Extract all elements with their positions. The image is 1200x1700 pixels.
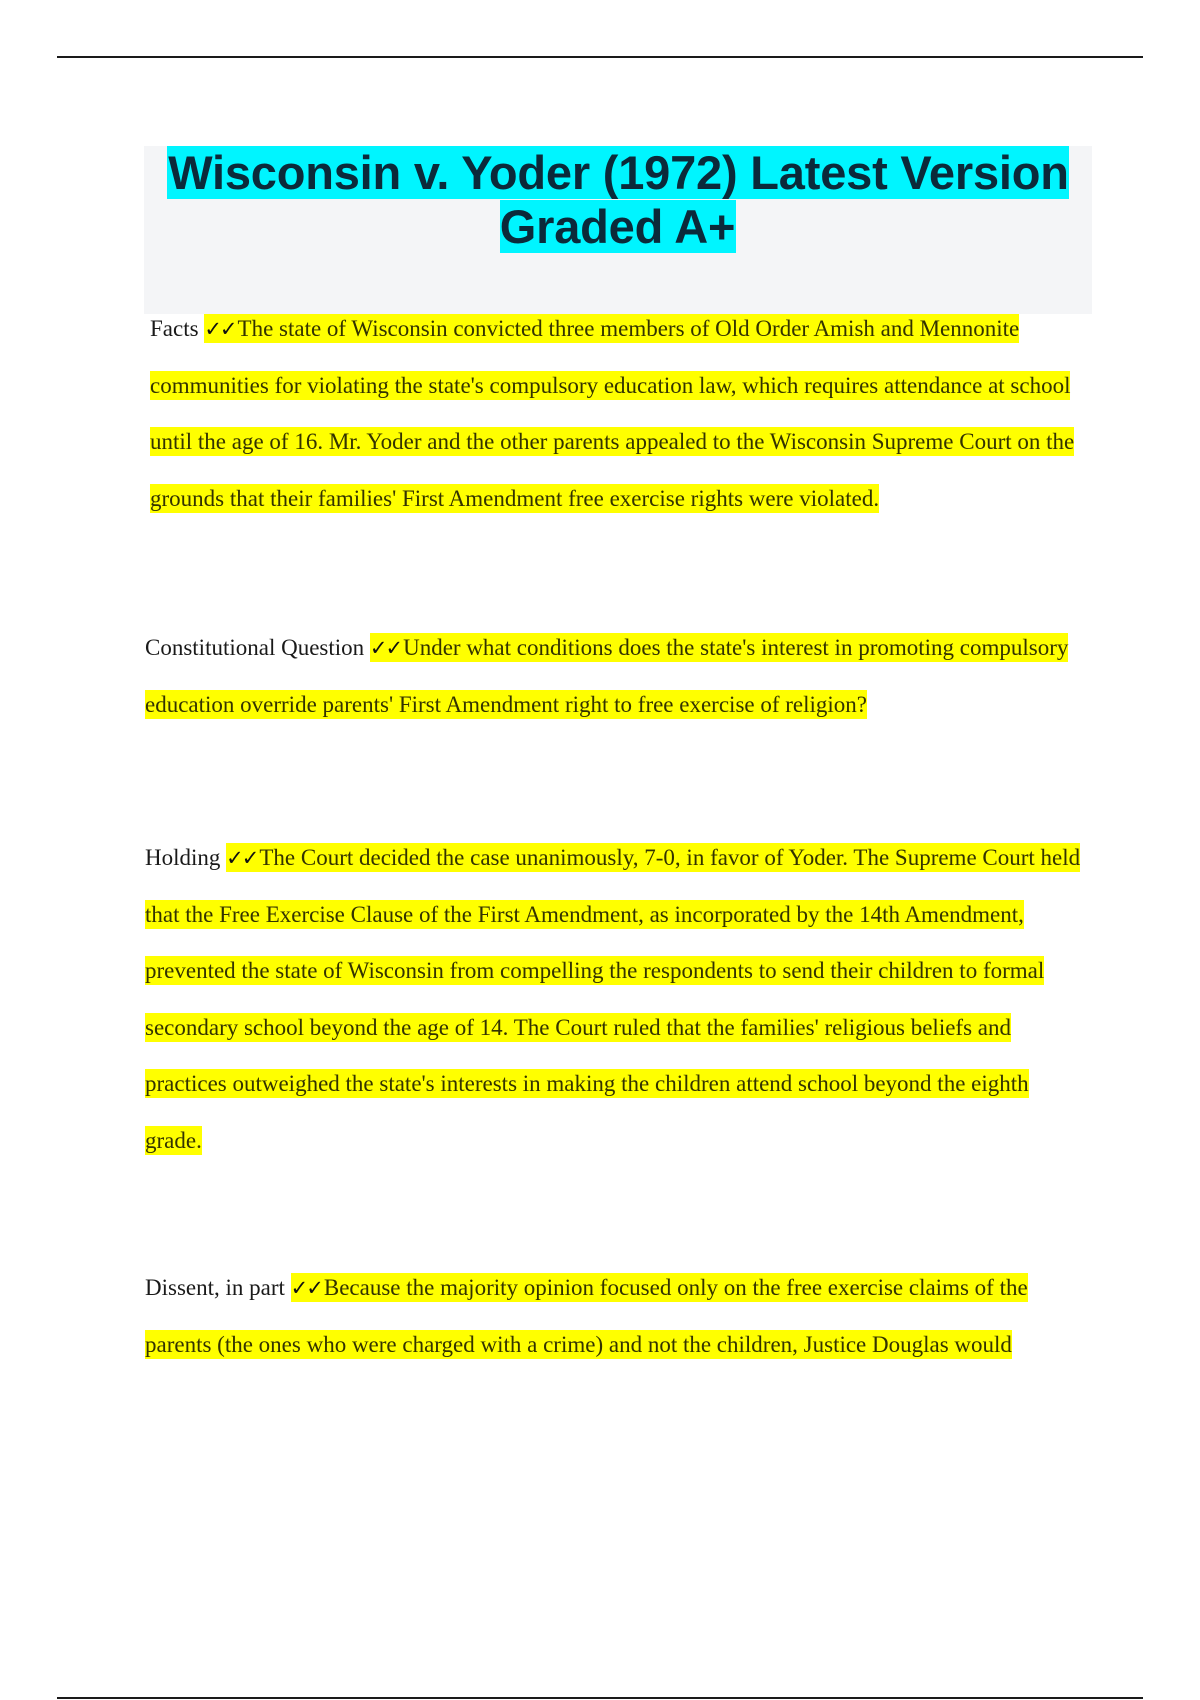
bottom-rule (57, 1697, 1143, 1699)
section-label-facts: Facts (150, 316, 199, 341)
section-label-holding: Holding (145, 845, 221, 870)
section-holding (145, 830, 1090, 1169)
section-facts (150, 301, 1095, 527)
section-body-facts (150, 314, 1074, 513)
section-label-constitutional-question: Constitutional Question (145, 635, 365, 660)
checkmark-icon: ✓✓ (226, 846, 258, 870)
document-title (144, 146, 1092, 254)
section-dissent (145, 1260, 1090, 1373)
checkmark-icon: ✓✓ (204, 317, 236, 341)
section-constitutional-question (145, 620, 1090, 733)
section-body-holding (145, 843, 1080, 1155)
title-block (144, 146, 1092, 314)
section-label-dissent: Dissent, in part (145, 1275, 285, 1300)
top-rule (57, 56, 1143, 58)
section-text-facts: The state of Wisconsin convicted three members of Old Order Amish and Mennonite communities for violating the state's compulsory education law, which requires attendance at school until the age of 16. Mr. Yoder and the other parents appealed to the Wisconsin Supreme Court on the grounds that their families' First Amendment free exercise rights were violated. (150, 316, 1075, 511)
section-text-dissent: Because the majority opinion focused only on the free exercise claims of the parents (the ones who were charged with a crime) and not the children, Justice Douglas would (145, 1275, 1028, 1357)
section-text-holding: The Court decided the case unanimously, 7-0, in favor of Yoder. The Supreme Court held that the Free Exercise Clause of the First Amendment, as incorporated by the 14th Amendment, prevented the state of Wisconsin from compelling the respondents to send their children to formal secondary school beyond the age of 14. The Court ruled that the families' religious beliefs and practices outweighed the state's interests in making the children attend school beyond the eighth grade. (145, 845, 1081, 1153)
checkmark-icon: ✓✓ (369, 636, 402, 660)
checkmark-icon: ✓✓ (290, 1276, 322, 1300)
section-text-constitutional-question: Under what conditions does the state's interest in promoting compulsory education override parents' First Amendment right to free exercise of religion? (145, 635, 1069, 717)
title-highlight: Wisconsin v. Yoder (1972) Latest Version Graded A+ (168, 146, 1069, 253)
